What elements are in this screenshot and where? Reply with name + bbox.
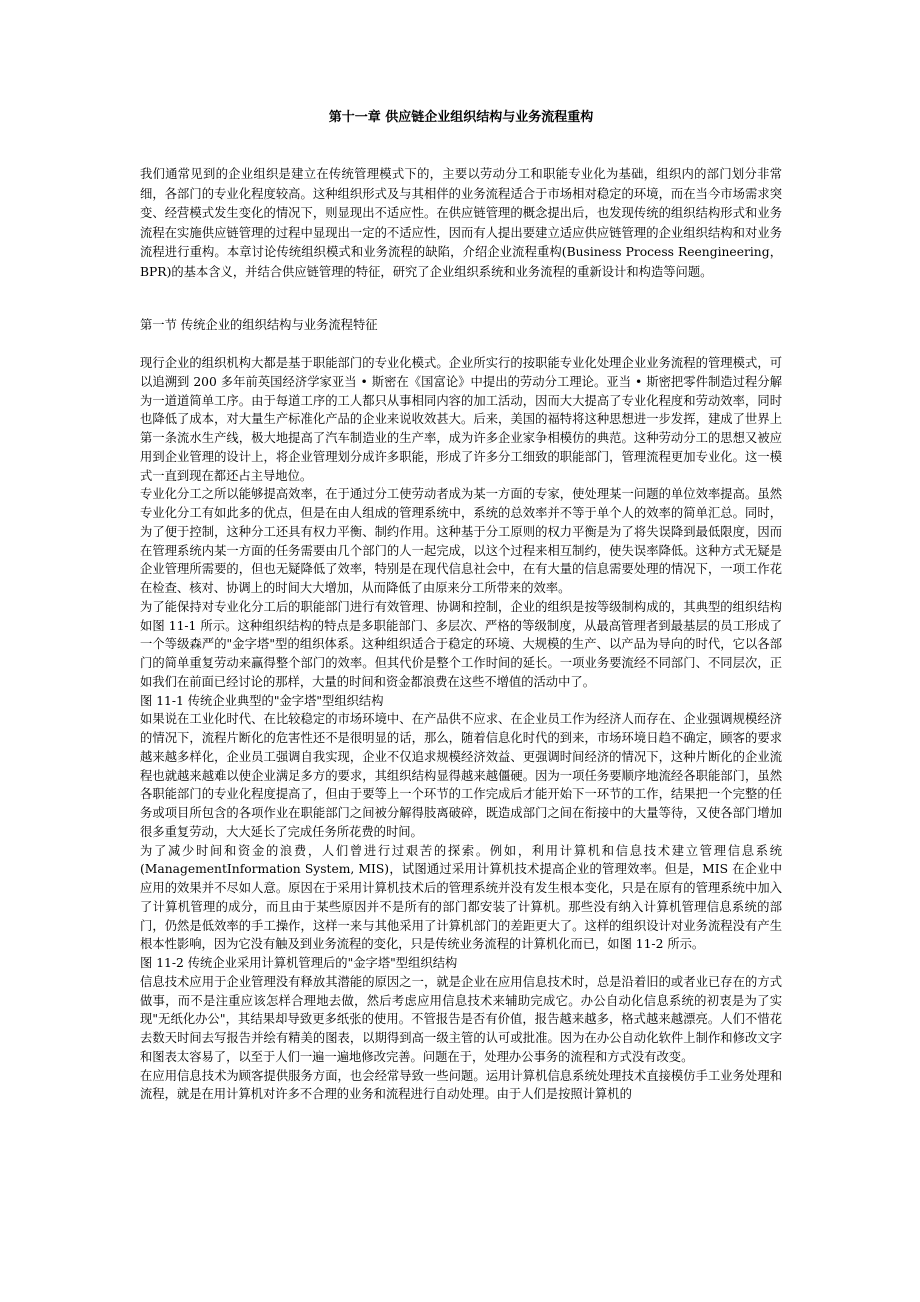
intro-paragraph: 我们通常见到的企业组织是建立在传统管理模式下的，主要以劳动分工和职能专业化为基础，组织内的部门划分非常细，各部门的专业化程度较高。这种组织形式及与其相伴的业务流程适合于市场相对稳定的环境，而在当今市场需求突变、经营模式发生变化的情况下，则显现出不适应性。在供应链管理的概念提出后，也发现传统的组织结构形式和业务流程在实施供应链管理的过程中显现出一定的不适应性，因而有人提出要建立适应供应链管理的企业组织结构和对业务流程进行重构。本章讨论传统组织模式和业务流程的缺陷，介绍企业流程重构(Business Process Reengineering，BPR)的基本含义，并结合供应链管理的特征，研究了企业组织系统和业务流程的重新设计和构造等问题。 <box>140 167 782 279</box>
figure-caption-11-1: 图 11-1 传统企业典型的"金字塔"型组织结构 <box>140 693 384 708</box>
paragraph-customer-service: 在应用信息技术为顾客提供服务方面，也会经常导致一些问题。运用计算机信息系统处理技术直接模仿手工业务处理和流程，就是在用计算机对许多不合理的业务和流程进行自动处理。由于人们是按照计算机的 <box>140 1068 782 1102</box>
chapter-title: 第十一章 供应链企业组织结构与业务流程重构 <box>328 110 594 125</box>
figure-caption-11-2: 图 11-2 传统企业采用计算机管理后的"金字塔"型组织结构 <box>140 956 458 970</box>
paragraph-hierarchy: 为了能保持对专业化分工后的职能部门进行有效管理、协调和控制，企业的组织是按等级制构成的，其典型的组织结构如图 11-1 所示。这种组织结构的特点是多职能部门、多层次、严格的等级制度，从最高管理者到最基层的员工形成了一个等级森严的"金字塔"型的组织体系。这种组织适合于稳定的环境、大规模的生产、以产品为导向的时代，它以各部门的简单重复劳动来赢得整个部门的效率。但其代价是整个工作时间的延长。一项业务要流经不同部门、不同层次，正如我们在前面已经讨论的那样，大量的时间和资金都浪费在这些不增值的活动中了。 <box>140 599 782 689</box>
paragraph-mis: 为了减少时间和资金的浪费，人们曾进行过艰苦的探索。例如，利用计算机和信息技术建立管理信息系统(ManagementInformation System, MIS)，试图通过采用计算机技术提高企业的管理效率。但是，MIS 在企业中应用的效果并不尽如人意。原因在于采用计算机技术后的管理系统并没有发生根本变化，只是在原有的管理系统中加入了计算机管理的成分，而且由于某些原因并不是所有的部门都安装了计算机。那些没有纳入计算机管理信息系统的部门，仍然是低效率的手工操作，这样一来与其他采用了计算机部门的差距更大了。这样的组织设计对业务流程没有产生根本性影响，因为它没有触及到业务流程的变化，只是传统业务流程的计算机化而已，如图 11-2 所示。 <box>140 843 782 952</box>
paragraph-division-of-labor: 现行企业的组织机构大都是基于职能部门的专业化模式。企业所实行的按职能专业化处理企业业务流程的管理模式，可以追溯到 200 多年前英国经济学家亚当 • 斯密在《国富论》中提出的劳动分工理论。亚当 • 斯密把零件制造过程分解为一道道简单工序。由于每道工序的工人都只从事相同内容的加工活动，因而大大提高了专业化程度和劳动效率，同时也降低了成本，对大量生产标准化产品的企业来说收效甚大。后来，美国的福特将这种思想进一步发挥，建成了世界上第一条流水生产线，极大地提高了汽车制造业的生产率，成为许多企业家争相模仿的典范。这种劳动分工的思想又被应用到企业管理的设计上，将企业管理划分成许多职能，形成了许多分工细致的职能部门，管理流程更加专业化。这一模式一直到现在都还占主导地位。 <box>140 356 782 483</box>
paragraph-office-automation: 信息技术应用于企业管理没有释放其潜能的原因之一，就是企业在应用信息技术时，总是沿着旧的或者业已存在的方式做事，而不是注重应该怎样合理地去做，然后考虑应用信息技术来辅助完成它。办公自动化信息系统的初衷是为了实现"无纸化办公"，其结果却导致更多纸张的使用。不管报告是否有价值，报告越来越多，格式越来越漂亮。人们不惜花去数天时间去写报告并绘有精美的图表，以期得到高一级主管的认可或批准。因为在办公自动化软件上制作和修改文字和图表太容易了，以至于人们一遍一遍地修改完善。问题在于，处理办公事务的流程和方式没有改变。 <box>140 974 782 1064</box>
paragraph-fragmented-process: 如果说在工业化时代、在比较稳定的市场环境中、在产品供不应求、在企业员工作为经济人而存在、企业强调规模经济的情况下，流程片断化的危害性还不是很明显的话，那么，随着信息化时代的到来，市场环境日趋不确定，顾客的要求越来越多样化，企业员工强调自我实现，企业不仅追求规模经济效益、更强调时间经济的情况下，这种片断化的企业流程也就越来越难以使企业满足多方的要求，其组织结构显得越来越僵硬。因为一项任务要顺序地流经各职能部门，虽然各职能部门的专业化程度提高了，但由于要等上一个环节的工作完成后才能开始下一环节的工作，结果把一个完整的任务或项目所包含的各项作业在职能部门之间被分解得肢离破碎，既造成部门之间在衔接中的大量等待，又使各部门增加很多重复劳动，大大延长了完成任务所花费的时间。 <box>140 712 782 839</box>
section-title: 第一节 传统企业的组织结构与业务流程特征 <box>140 318 378 332</box>
paragraph-specialization-efficiency: 专业化分工之所以能够提高效率，在于通过分工使劳动者成为某一方面的专家，使处理某一问题的单位效率提高。虽然专业化分工有如此多的优点，但是在由人组成的管理系统中，系统的总效率并不等于单个人的效率的简单汇总。同时，为了便于控制，这种分工还具有权力平衡、制约作用。这种基于分工原则的权力平衡是为了将失误降到最低限度，因而在管理系统内某一方面的任务需要由几个部门的人一起完成，以这个过程来相互制约，使失误率降低。这种方式无疑是企业管理所需要的，但也无疑降低了效率，特别是在现代信息社会中，在有大量的信息需要处理的情况下，一项工作花在检查、核对、协调上的时间大大增加，从而降低了由原来分工所带来的效率。 <box>140 487 782 595</box>
section-body <box>140 354 782 1104</box>
